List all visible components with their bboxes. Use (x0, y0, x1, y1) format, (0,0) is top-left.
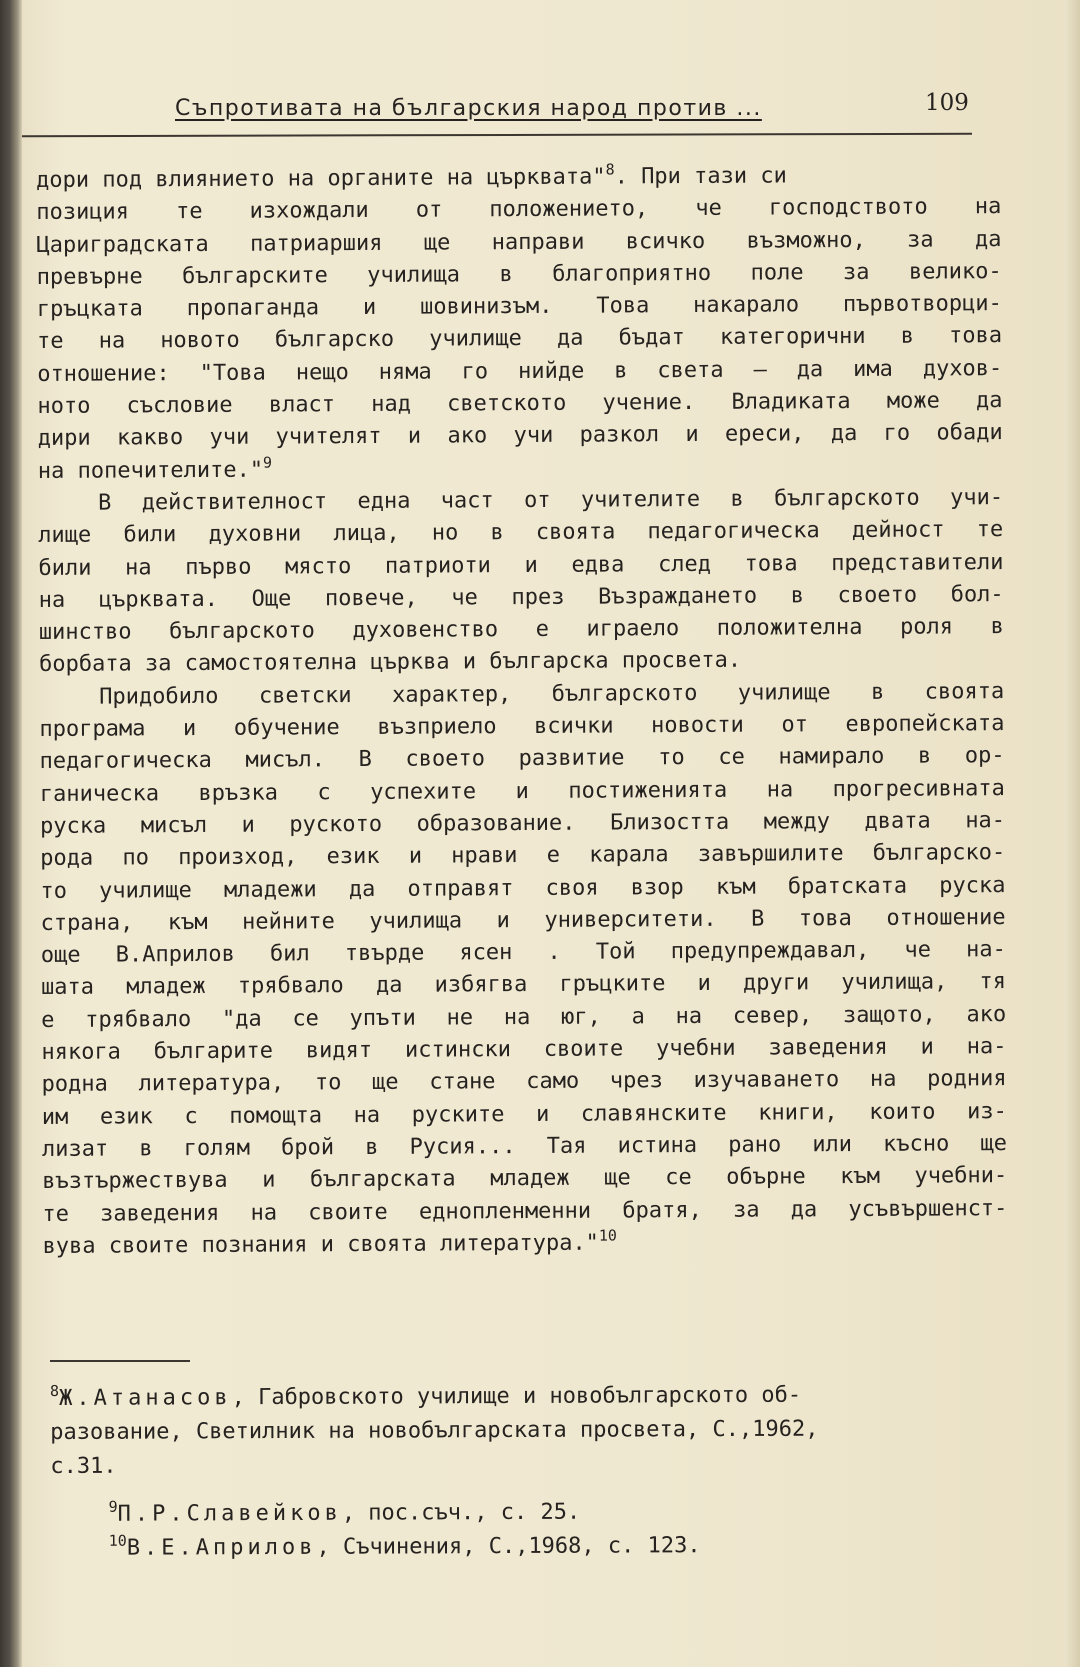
running-head: Съпротивата на българския народ против ... (175, 96, 762, 121)
text-line: ното съсловие власт над светското учение. Владиката може да (37, 388, 1003, 420)
footnote-author: В.Е.Априлов (126, 1534, 317, 1561)
text-line: лище били духовни лица, но в своята педагогическа дейност те (38, 517, 1004, 549)
text-line: те на новото българско училище да бъдат категорични в това (37, 323, 1003, 355)
text-line: родна литература, то ще стане само чрез изучаването на родния (41, 1066, 1007, 1098)
text-line: още В.Априлов бил твърде ясен . Той предупреждавал, че на- (40, 937, 1006, 969)
footnotes (50, 1378, 1001, 1566)
text-line: превърне българските училища в благоприятно поле за велико- (36, 258, 1002, 290)
text-line: борбата за самостоятелна църква и българска просвета. (38, 648, 742, 678)
text-line: ганическа връзка с успехите и постиженията на прогресивната (39, 775, 1005, 807)
footnote-ref-8[interactable]: 8 (605, 160, 615, 179)
footnote-8-cont: разование, Светилник на новобългарската просвета, С.,1962, (50, 1416, 819, 1445)
book-binding-edge (0, 0, 22, 1667)
text-line: възтържествува и българската младеж ще се обърне към учебни- (42, 1163, 1008, 1195)
text-line: те заведения на своите еднопленменни братя, за да усъвършенст- (42, 1195, 1008, 1227)
footnote-9: $^9$П.Р.Славейков, пос.съч., с. 25. (108, 1497, 581, 1527)
text-line: им език с помощта на руските и славянските книги, които из- (41, 1098, 1007, 1130)
footnote-8: $^8$Ж.Атанасов, Габровското училище и новобългарското об- (50, 1381, 802, 1411)
text-line: на попечителите."$^9$ (37, 453, 273, 484)
text-line: то училище младежи да отправят своя взор към братската руска (40, 872, 1006, 904)
footnote-author: П.Р.Славейков (117, 1500, 342, 1527)
body-text (36, 159, 1008, 1263)
text-line: шата младеж трябвало да избягва гръцките и други училища, тя (40, 969, 1007, 1001)
footnote-number: 10 (108, 1531, 127, 1550)
footnote-number: 8 (50, 1381, 60, 1400)
footnote-number: 9 (108, 1497, 118, 1516)
text-line: някога българите видят истински своите учебни заведения и на- (41, 1034, 1007, 1065)
text-line: страна, към нейните училища и университети. В това отношение (40, 904, 1006, 936)
text-line: програма и обучение възприело всички новости от европейската (39, 711, 1005, 743)
text-line: дори под влиянието на органите на църквата"$^8$. При тази си (36, 160, 787, 193)
page-number: 109 (925, 90, 969, 116)
footnote-ref-10[interactable]: 10 (598, 1226, 617, 1245)
text-line: вува своите познания и своята литература."$^{10}$ (42, 1226, 617, 1259)
text-line: е трябвало "да се упъти не на юг, а на север, защото, ако (41, 1001, 1007, 1033)
page-right-edge (1064, 0, 1080, 1667)
text-line: рода по произход, език и нрави е карала завършилите българско- (40, 840, 1006, 872)
text-line: лизат в голям брой в Русия... Тая истина рано или късно ще (41, 1130, 1008, 1162)
footnote-rule (50, 1360, 190, 1362)
footnote-10: $^{10}$В.Е.Априлов, Съчинения, С.,1968, с. 123. (108, 1531, 701, 1561)
text-line: отношение: "Това нещо няма го нийде в света – да има духов- (37, 355, 1003, 387)
text-line: гръцката пропаганда и шовинизъм. Това накарало първотворци- (36, 291, 1002, 323)
text-line: педагогическа мисъл. В своето развитие то се намирало в ор- (39, 743, 1005, 775)
text-line: били на първо място патриоти и едва след това представители (38, 549, 1004, 581)
text-line: руска мисъл и руското образование. Близостта между двата на- (39, 808, 1006, 839)
footnote-8-cont: с.31. (50, 1453, 117, 1479)
paragraph-start: Придобило светски характер, българското училище в своята (99, 678, 1005, 710)
text-line: дири какво учи учителят и ако учи разкол и ереси, да го обади (37, 420, 1003, 452)
footnote-author: Ж.Атанасов (59, 1385, 232, 1411)
paragraph-start: В действителност една част от учителите в българското учи- (97, 485, 1004, 516)
text-line: Цариградската патриаршия ще направи всичко възможно, за да (36, 226, 1002, 258)
text-line: шинство българското духовенство е играело положителна роля в (38, 614, 1004, 646)
text-line: на църквата. Още повече, че през Възраждането в своето бол- (38, 581, 1004, 613)
text-line: позиция те изхождали от положението, че господството на (36, 194, 1002, 226)
footnote-ref-9[interactable]: 9 (262, 453, 273, 472)
